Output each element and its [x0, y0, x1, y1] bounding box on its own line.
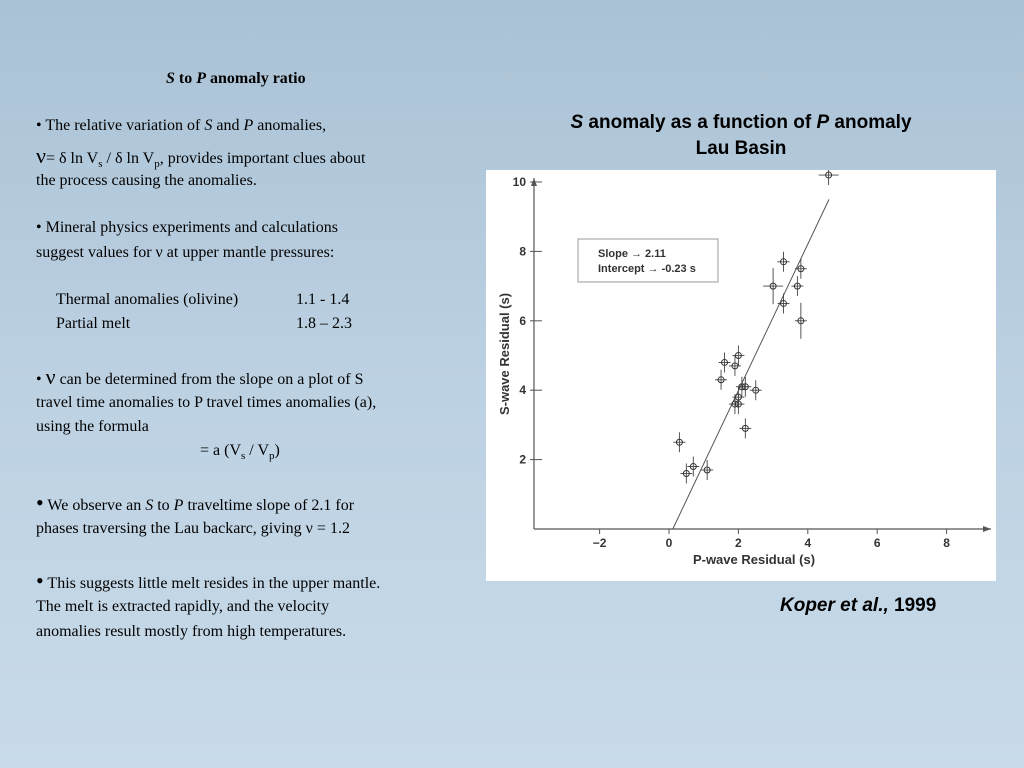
data-point [819, 170, 839, 185]
table-value: 1.1 - 1.4 [296, 291, 350, 308]
bullet-observation-cont: phases traversing the Lau backarc, giving ν = 1.2 [36, 520, 350, 537]
y-tick-label: 6 [519, 313, 526, 328]
bullet-slope-cont2: using the formula [36, 418, 149, 435]
y-tick-label: 8 [519, 244, 526, 259]
table-value: 1.8 – 2.3 [296, 315, 352, 332]
x-tick-label: 6 [873, 536, 881, 550]
bullet-conclusion-cont2: anomalies result mostly from high temperatures. [36, 623, 347, 640]
bullet-slope-cont: travel time anomalies to P travel times anomalies (a), [36, 394, 377, 411]
chart-svg [486, 170, 996, 581]
bullet-conclusion-cont: The melt is extracted rapidly, and the velocity [36, 598, 330, 615]
chart-title: S anomaly as a function of P anomaly Lau Basin [570, 112, 912, 159]
ratio-definition-cont: the process causing the anomalies. [36, 172, 257, 189]
x-axis-label: P-wave Residual (s) [692, 552, 816, 567]
x-axis-arrow [983, 526, 991, 532]
bullet-slope: • ν can be determined from the slope on a plot of S [36, 364, 364, 389]
bullet-mineral-physics-cont: suggest values for ν at upper mantle pressures: [36, 244, 335, 261]
bullet-mineral-physics: • Mineral physics experiments and calculations [36, 219, 338, 236]
data-point [750, 380, 762, 400]
data-point [795, 303, 807, 339]
data-point [701, 460, 713, 480]
ratio-definition: ν= δ $\ln V_s$ / δ $\ln V_p$, provides important clues about [36, 143, 366, 171]
bullet-conclusion: • This suggests little melt resides in the upper mantle. [36, 568, 381, 593]
data-point [791, 276, 803, 296]
y-tick-label: 4 [519, 383, 526, 398]
x-tick-label: 0 [665, 536, 673, 550]
legend-box [578, 239, 718, 282]
section-heading: S to P anomaly ratio [166, 70, 306, 87]
x-tick-label: 4 [804, 536, 812, 550]
citation: Koper et al., 1999 [780, 595, 937, 616]
legend-intercept: Intercept → -0.23 s [598, 263, 696, 275]
data-point [739, 377, 751, 397]
bullet-relative-variation: • The relative variation of S and P anomalies, [36, 117, 327, 134]
data-point [715, 370, 727, 390]
legend-slope: Slope → 2.11 [598, 248, 666, 260]
scatter-plot [486, 170, 996, 581]
data-point [719, 352, 731, 372]
data-point [795, 259, 807, 279]
bullet-observation: • We observe an S to P traveltime slope of 2.1 for [36, 490, 355, 515]
data-point [763, 268, 783, 304]
data-point [673, 432, 685, 452]
data-point [778, 252, 790, 272]
data-point [739, 418, 751, 438]
y-tick-label: 2 [519, 452, 526, 467]
x-tick-label: 8 [943, 536, 950, 550]
y-axis-label: S-wave Residual (s) [497, 292, 512, 416]
table-row: Partial melt [56, 315, 131, 332]
y-tick-label: 10 [512, 175, 526, 189]
x-tick-label: 2 [735, 536, 742, 550]
table-row: Thermal anomalies (olivine) [56, 291, 239, 308]
formula: = a $(V_s / V_p)$ [200, 442, 280, 463]
data-point [778, 293, 790, 313]
x-tick-label: −2 [592, 536, 607, 550]
